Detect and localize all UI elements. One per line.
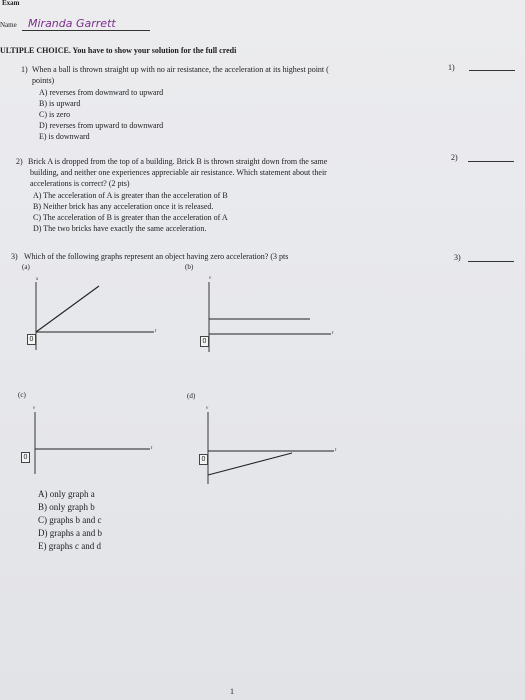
graph-b-t-label: t	[332, 331, 334, 336]
q3-option-a: A) only graph a	[38, 489, 95, 499]
q3-option-c: C) graphs b and c	[38, 515, 102, 525]
q1-option-c: C) is zero	[39, 110, 71, 119]
q2-number: 2)	[16, 157, 23, 166]
page-number: 1	[230, 687, 234, 696]
graph-c-plot	[24, 404, 164, 476]
graph-a-y-label: x	[36, 277, 39, 282]
q1-number: 1)	[21, 65, 28, 74]
q3-answer-line	[468, 261, 514, 262]
graph-a-curve	[36, 286, 99, 332]
section-title: ULTIPLE CHOICE. You have to show your solution for the full credi	[0, 46, 237, 55]
graph-a-origin: 0	[27, 334, 36, 345]
graph-c-origin: 0	[21, 452, 30, 463]
graph-c-y-label: v	[33, 406, 36, 411]
q3-number: 3)	[11, 252, 18, 261]
q2-answer-number: 2)	[451, 153, 458, 162]
graph-b-plot	[196, 276, 346, 354]
graph-d-label: (d)	[187, 392, 196, 400]
q2-stem-cont-2: accelerations is correct? (2 pts)	[30, 179, 130, 188]
graph-d-y-label: v	[206, 406, 209, 411]
q3-option-b: B) only graph b	[38, 502, 95, 512]
q2-option-c: C) The acceleration of B is greater than the acceleration of A	[33, 213, 228, 222]
q3-answer-number: 3)	[454, 253, 461, 262]
q2-option-a: A) The acceleration of A is greater than the acceleration of B	[33, 191, 228, 200]
graph-d-t-label: t	[335, 448, 337, 453]
name-label: Name	[0, 21, 17, 29]
q2-stem-cont: building, and neither one experiences appreciable air resistance. Which statement about their	[30, 168, 327, 177]
q1-answer-number: 1)	[448, 63, 455, 72]
graph-b-origin: 0	[200, 336, 209, 347]
q2-option-b: B) Neither brick has any acceleration once it is released.	[33, 202, 214, 211]
q1-option-a: A) reverses from downward to upward	[39, 88, 164, 97]
student-name: Miranda Garrett	[28, 17, 116, 30]
q1-stem-cont: points)	[32, 76, 55, 85]
graph-c-t-label: t	[151, 446, 153, 451]
q2-answer-line	[468, 161, 514, 162]
name-underline	[22, 30, 150, 31]
q1-option-d: D) reverses from upward to downward	[39, 121, 164, 130]
graph-d-curve	[208, 453, 292, 475]
q3-option-e: E) graphs c and d	[38, 541, 101, 551]
graph-b	[196, 276, 346, 354]
graph-a-label: (a)	[22, 263, 30, 271]
graph-b-label: (b)	[185, 263, 194, 271]
q2-stem: Brick A is dropped from the top of a building. Brick B is thrown straight down from the same	[28, 157, 328, 166]
q2-option-d: D) The two bricks have exactly the same acceleration.	[33, 224, 207, 233]
graph-a-t-label: t	[155, 329, 157, 334]
graph-a-plot	[22, 274, 172, 352]
q1-answer-line	[469, 70, 515, 71]
q3-stem: Which of the following graphs represent an object having zero acceleration? (3 pts	[24, 252, 289, 261]
graph-d	[196, 404, 346, 486]
q3-option-d: D) graphs a and b	[38, 528, 102, 538]
graph-a	[22, 274, 172, 352]
graph-d-plot	[196, 404, 346, 486]
graph-b-y-label: v	[209, 276, 212, 281]
q1-option-b: B) is upward	[39, 99, 81, 108]
graph-d-origin: 0	[199, 454, 208, 465]
graph-c	[24, 404, 164, 476]
exam-label: Exam	[2, 0, 20, 7]
q1-option-e: E) is downward	[39, 132, 90, 141]
q1-stem: When a ball is thrown straight up with no air resistance, the acceleration at its highest point (	[32, 65, 329, 74]
graph-c-label: (c)	[18, 391, 26, 399]
